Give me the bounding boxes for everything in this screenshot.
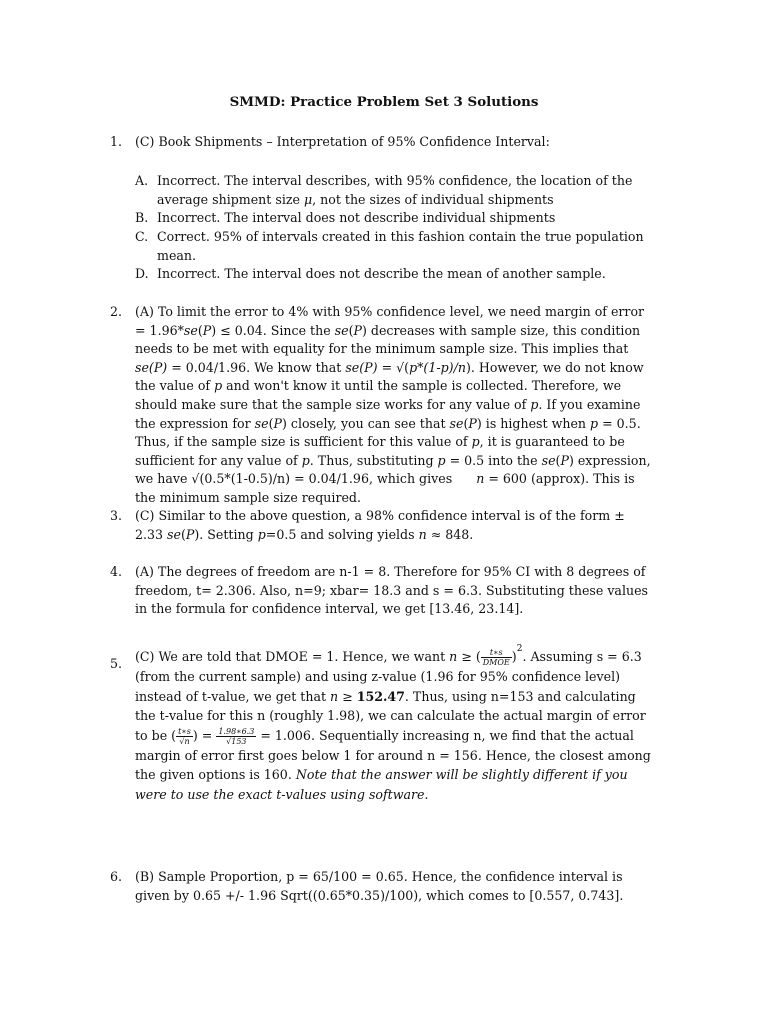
q1-option-c-text: Correct. 95% of intervals created in this fashion contain the true population mean. [157,229,644,263]
q1-option-c-letter: C. [135,229,149,244]
q1-option-d-letter: D. [135,266,149,281]
q5-number: 5. [110,656,123,671]
q3-number: 3. [110,508,123,523]
q6-number: 6. [110,869,123,884]
q6-text: (B) Sample Proportion, p = 65/100 = 0.65. Hence, the confidence interval is given by 0.65 +/- 1.96 Sqrt((0.65*0.35)/100), which comes to [0.557, 0.743]. [135,869,624,903]
q2-number: 2. [110,304,123,319]
q1-option-b-letter: B. [135,210,149,225]
q4-number: 4. [110,564,123,579]
q2-text: (A) To limit the error to 4% with 95% confidence level, we need margin of error = 1.96*se(P) ≤ 0.04. Since the se(P) decreases with sample size, this condition needs to be met with equality for the minimum sample size. This implies that se(P) = 0.04/1.96. We know that se(P) = √(p*(1-p)/n). However, we do not know the value of p and won't know it until the sample is collected. Therefore, we should make sure that the sample size works for any value of p. If you examine the expression for se(P) closely, you can see that se(P) is highest when p = 0.5. Thus, if the sample size is sufficient for this value of p, it is guaranteed to be sufficient for any value of p. Thus, substituting p = 0.5 into the se(P) expression, we have √(0.5*(1-0.5)/n) = 0.04/1.96, which gives n = 600 (approx). This is the minimum sample size required. [135,304,651,505]
q4-text: (A) The degrees of freedom are n-1 = 8. Therefore for 95% CI with 8 degrees of freedom, t= 2.306. Also, n=9; xbar= 18.3 and s = 6.3. Substituting these values in the formula for confidence interval, we get [13.46, 23.14]. [135,564,648,617]
q5-fraction-numeric: $\frac{1.98∗6.3}{√153}$ [218,726,255,746]
q5-fraction-ts-over-root-n: $\frac{t∗s}{√n}$ [178,726,191,746]
q1-option-a-text: Incorrect. The interval describes, with 95% confidence, the location of the average shipment size μ, not the sizes of individual shipments [157,173,633,207]
page-title: SMMD: Practice Problem Set 3 Solutions [229,94,539,110]
q1-option-a-letter: A. [135,173,149,188]
q5-fraction-ts-over-dmoe: $\frac{t∗s}{\text{DMOE}}$ [482,648,510,667]
q1-heading: (C) Book Shipments – Interpretation of 95% Confidence Interval: [135,134,550,149]
q1-option-d-text: Incorrect. The interval does not describe the mean of another sample. [157,266,606,281]
q5-text: (C) We are told that DMOE = 1. Hence, we want n ≥ ( $\frac{t∗s}{\text{DMOE}}$ )$^2$. Assuming s = 6.3 (from the current sample) and using z-value (1.96 for 95% confidence level) instead of t-value, we get that n ≥ 152.47. Thus, using n=153 and calculating the t-value for this n (roughly 1.98), we can calculate the actual margin of error to be ( $\frac{t∗s}{√n}$ ) = $\frac{1.98∗6.3}{√153}$ = 1.006. Sequentially increasing n, we find that the actual margin of error first goes below 1 for around n = 156. Hence, the closest among the given options is 160. Note that the answer will be slightly different if you were to use the exact t-values using software. [135,644,651,802]
q1-option-b-text: Incorrect. The interval does not describe individual shipments [157,210,556,225]
q3-text: (C) Similar to the above question, a 98% confidence interval is of the form ± 2.33 se(P). Setting p=0.5 and solving yields n ≈ 848. [135,508,625,542]
q1-number: 1. [110,134,123,149]
